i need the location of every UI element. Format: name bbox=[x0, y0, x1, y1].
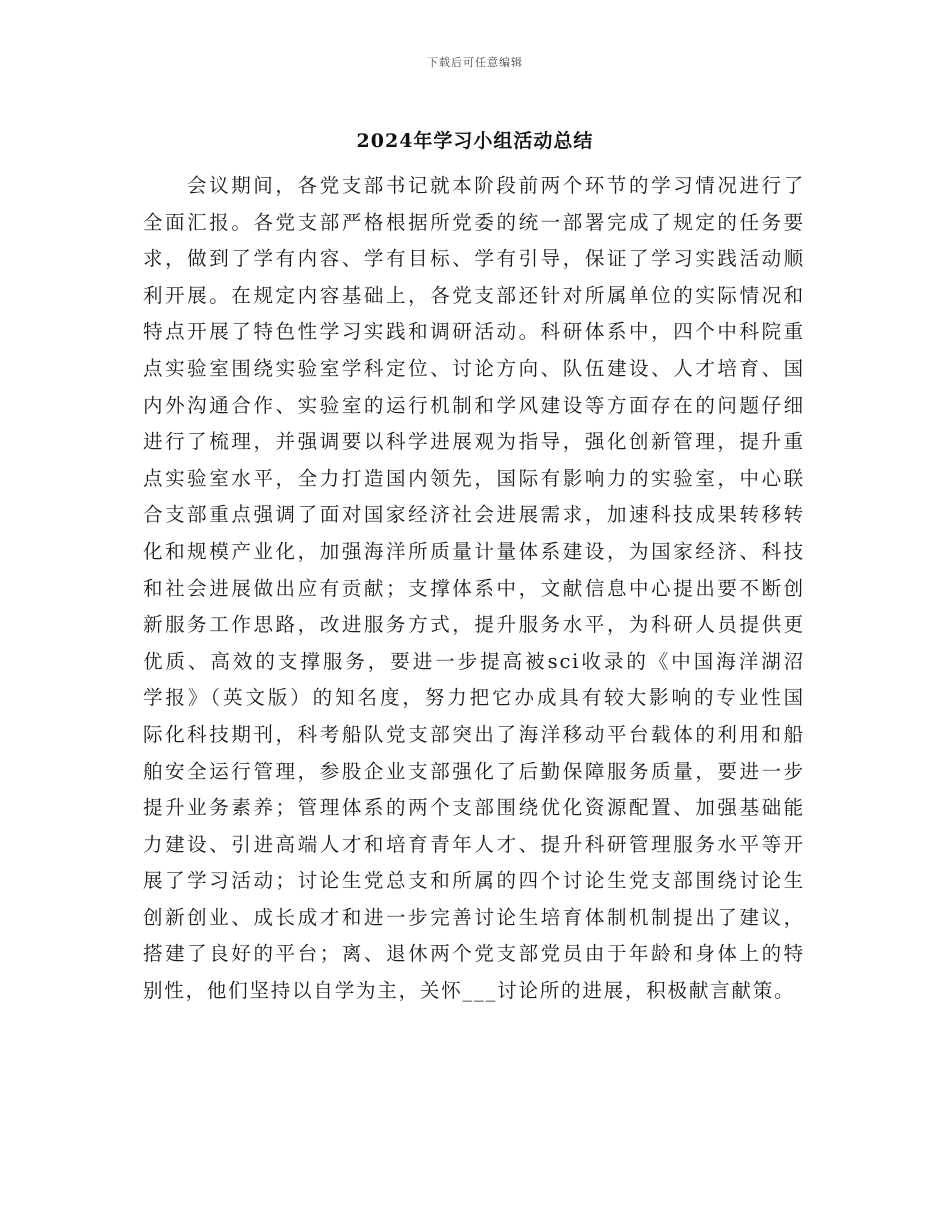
header-note: 下载后可任意编辑 bbox=[427, 56, 523, 69]
paragraph-line: 提升业务素养；管理体系的两个支部围绕优化资源配置、加强基础能 bbox=[143, 796, 805, 820]
paragraph-line: 求，做到了学有内容、学有目标、学有引导，保证了学习实践活动顺 bbox=[143, 247, 805, 271]
paragraph-line: 新服务工作思路，改进服务方式，提升服务水平，为科研人员提供更 bbox=[143, 613, 805, 637]
paragraph-line: 特点开展了特色性学习实践和调研活动。科研体系中，四个中科院重 bbox=[143, 320, 805, 344]
body-paragraph bbox=[143, 168, 805, 1010]
paragraph-line: 别性，他们坚持以自学为主，关怀___讨论所的进展，积极献言献策。 bbox=[143, 979, 796, 1003]
paragraph-line: 际化科技期刊，科考船队党支部突出了海洋移动平台载体的利用和船 bbox=[143, 722, 805, 746]
paragraph-line: 点实验室水平，全力打造国内领先，国际有影响力的实验室，中心联 bbox=[143, 466, 805, 490]
paragraph-line: 创新创业、成长成才和进一步完善讨论生培育体制机制提出了建议， bbox=[143, 905, 805, 929]
paragraph-line: 合支部重点强调了面对国家经济社会进展需求，加速科技成果转移转 bbox=[143, 503, 805, 527]
paragraph-line: 优质、高效的支撑服务，要进一步提高被sci收录的《中国海洋湖沼 bbox=[143, 649, 805, 673]
paragraph-line: 利开展。在规定内容基础上，各党支部还针对所属单位的实际情况和 bbox=[143, 283, 805, 307]
document-title: 2024年学习小组活动总结 bbox=[356, 130, 594, 152]
paragraph-line: 进行了梳理，并强调要以科学进展观为指导，强化创新管理，提升重 bbox=[143, 430, 805, 454]
paragraph-line: 搭建了良好的平台；离、退休两个党支部党员由于年龄和身体上的特 bbox=[143, 942, 805, 966]
paragraph-line: 舶安全运行管理，参股企业支部强化了后勤保障服务质量，要进一步 bbox=[143, 759, 805, 783]
paragraph-line: 点实验室围绕实验室学科定位、讨论方向、队伍建设、人才培育、国 bbox=[143, 356, 805, 380]
paragraph-line: 展了学习活动；讨论生党总支和所属的四个讨论生党支部围绕讨论生 bbox=[143, 869, 805, 893]
paragraph-line: 学报》（英文版）的知名度，努力把它办成具有较大影响的专业性国 bbox=[143, 686, 805, 710]
paragraph-line: 和社会进展做出应有贡献；支撑体系中，文献信息中心提出要不断创 bbox=[143, 576, 805, 600]
paragraph-line: 力建设、引进高端人才和培育青年人才、提升科研管理服务水平等开 bbox=[143, 832, 805, 856]
paragraph-line: 全面汇报。各党支部严格根据所党委的统一部署完成了规定的任务要 bbox=[143, 210, 805, 234]
paragraph-line: 会议期间，各党支部书记就本阶段前两个环节的学习情况进行了 bbox=[187, 174, 805, 197]
paragraph-line: 内外沟通合作、实验室的运行机制和学风建设等方面存在的问题仔细 bbox=[143, 393, 805, 417]
paragraph-line: 化和规模产业化，加强海洋所质量计量体系建设，为国家经济、科技 bbox=[143, 539, 805, 563]
